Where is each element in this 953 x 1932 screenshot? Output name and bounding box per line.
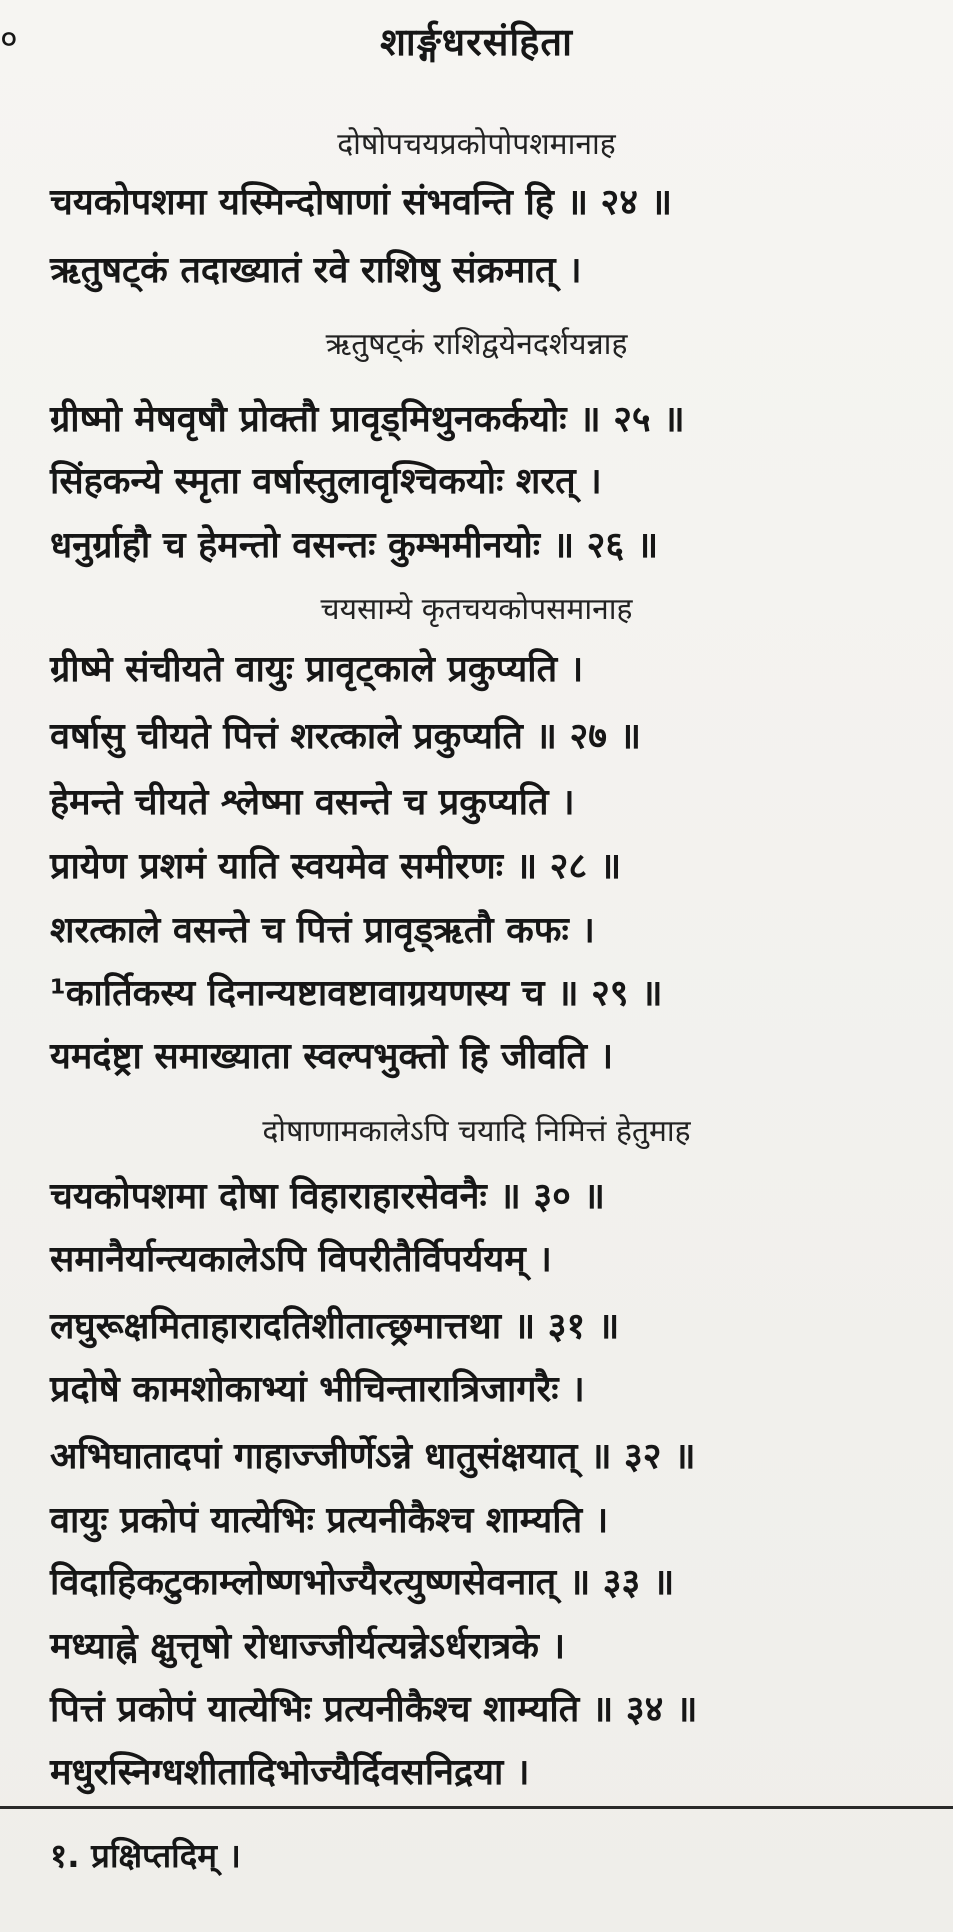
verse-line: मधुरस्निग्धशीतादिभोज्यैर्दिवसनिद्रया । <box>50 1752 530 1793</box>
verse-line: हेमन्ते चीयते श्लेष्मा वसन्ते च प्रकुप्यति । <box>50 782 575 823</box>
verse-line: मध्याह्ने क्षुत्तृषो रोधाज्जीर्यत्यन्नेऽर्धरात्रके । <box>50 1626 566 1667</box>
verse-line: अभिघातादपां गाहाज्जीर्णेऽन्ने धातुसंक्षयात् ॥ ३२ ॥ <box>50 1436 696 1477</box>
footnote: १. प्रक्षिप्तदिम् । <box>50 1836 241 1875</box>
section-heading: चयसाम्ये कृतचयकोपसमानाह <box>320 592 633 627</box>
verse-line: चयकोपशमा यस्मिन्दोषाणां संभवन्ति हि ॥ २४ ॥ <box>50 182 673 223</box>
verse-line: वर्षासु चीयते पित्तं शरत्काले प्रकुप्यति ॥ २७ ॥ <box>50 716 642 757</box>
verse-line: धनुर्ग्राहौ च हेमन्तो वसन्तः कुम्भमीनयोः ॥ २६ ॥ <box>50 525 659 566</box>
verse-line: ग्रीष्मे संचीयते वायुः प्रावृट्काले प्रकुप्यति । <box>50 649 584 690</box>
verse-line: शरत्काले वसन्ते च पित्तं प्रावृड्ऋतौ कफः । <box>50 910 595 951</box>
section-heading: दोषोपचयप्रकोपोपशमानाह <box>337 127 616 162</box>
verse-line: यमदंष्ट्रा समाख्याता स्वल्पभुक्तो हि जीवति । <box>50 1036 614 1077</box>
verse-line: लघुरूक्षमिताहारादतिशीतात्छ्रमात्तथा ॥ ३१ ॥ <box>50 1306 620 1347</box>
verse-line: विदाहिकटुकाम्लोष्णभोज्यैरत्युष्णसेवनात् ॥ ३३ ॥ <box>50 1562 675 1603</box>
verse-line: वायुः प्रकोपं यात्येभिः प्रत्यनीकैश्च शाम्यति । <box>50 1500 609 1541</box>
verse-line: चयकोपशमा दोषा विहाराहारसेवनैः ॥ ३० ॥ <box>50 1176 605 1217</box>
verse-line: प्रदोषे कामशोकाभ्यां भीचिन्तारात्रिजागरैः । <box>50 1369 585 1410</box>
running-header: शार्ङ्गधरसंहिता <box>380 20 573 64</box>
verse-line: पित्तं प्रकोपं यात्येभिः प्रत्यनीकैश्च शाम्यति ॥ ३४ ॥ <box>50 1689 698 1730</box>
verse-line: समानैर्यान्त्यकालेऽपि विपरीतैर्विपर्ययम् । <box>50 1239 552 1280</box>
section-heading: दोषाणामकालेऽपि चयादि निमित्तं हेतुमाह <box>262 1114 691 1149</box>
verse-line: प्रायेण प्रशमं याति स्वयमेव समीरणः ॥ २८ ॥ <box>50 846 622 887</box>
verse-line: सिंहकन्ये स्मृता वर्षास्तुलावृश्चिकयोः शरत् । <box>50 461 602 502</box>
page-corner-mark: ० <box>0 19 18 59</box>
verse-line: ऋतुषट्कं तदाख्यातं रवे राशिषु संक्रमात् । <box>50 250 582 291</box>
verse-line: ¹कार्तिकस्य दिनान्यष्टावष्टावाग्रयणस्य च ॥ २९ ॥ <box>50 973 663 1014</box>
footnote-divider <box>0 1806 953 1809</box>
verse-line: ग्रीष्मो मेषवृषौ प्रोक्तौ प्रावृड्मिथुनकर्कयोः ॥ २५ ॥ <box>50 399 685 440</box>
section-heading: ऋतुषट्कं राशिद्वयेनदर्शयन्नाह <box>325 327 628 362</box>
